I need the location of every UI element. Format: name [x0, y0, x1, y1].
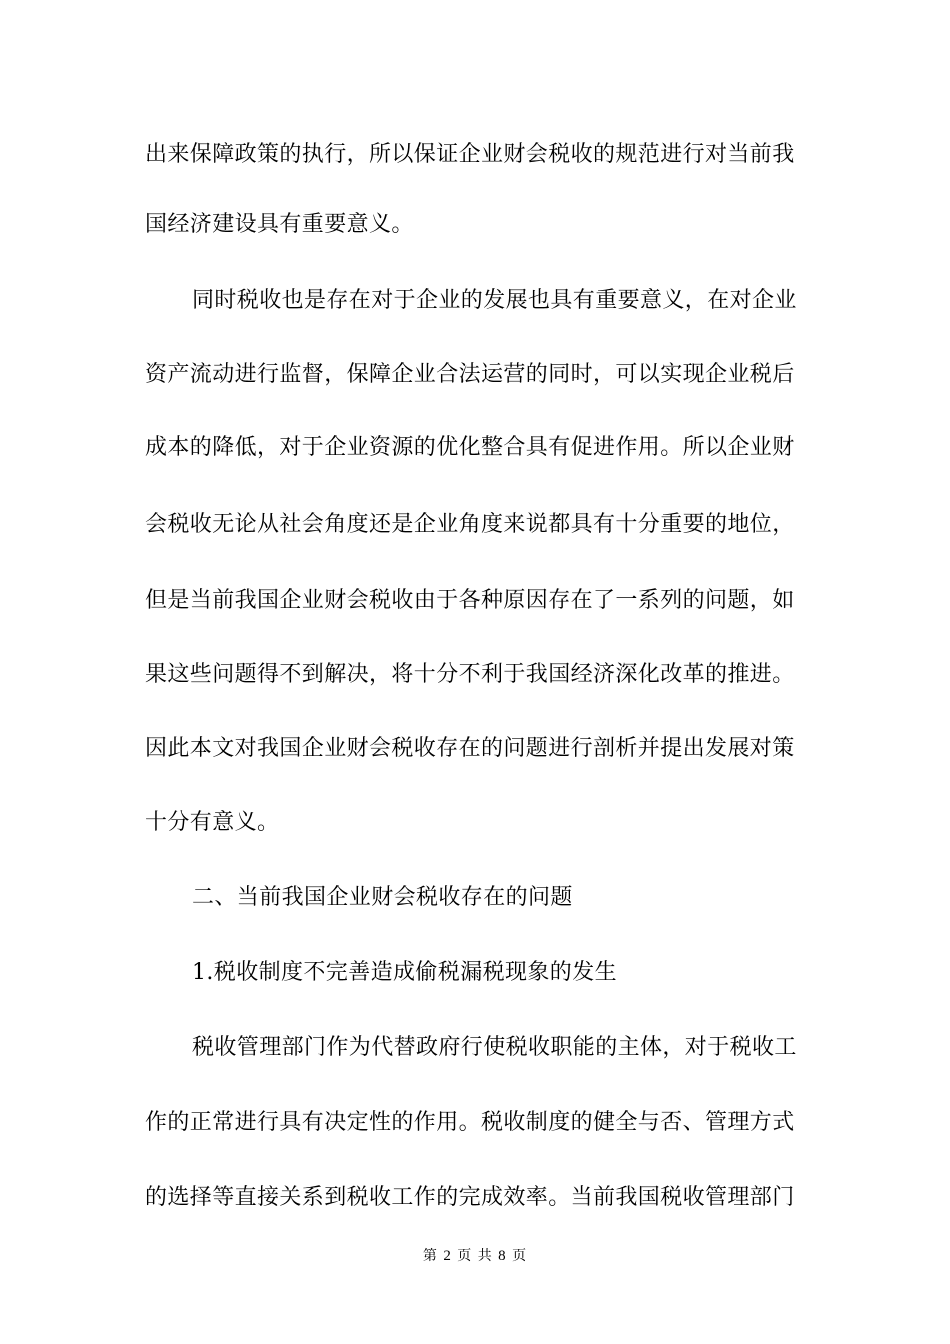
body-line: 作的正常进行具有决定性的作用。税收制度的健全与否、管理方式 [145, 1110, 795, 1135]
footer-middle: 页 共 [457, 1248, 493, 1264]
paragraph-start-line: 税收管理部门作为代替政府行使税收职能的主体，对于税收工 [192, 1035, 797, 1060]
body-line: 十分有意义。 [145, 810, 280, 835]
section-heading: 二、当前我国企业财会税收存在的问题 [192, 885, 573, 910]
subsection-heading: 1.税收制度不完善造成偷税漏税现象的发生 [192, 960, 617, 985]
body-line: 的选择等直接关系到税收工作的完成效率。当前我国税收管理部门 [145, 1185, 795, 1210]
body-line: 因此本文对我国企业财会税收存在的问题进行剖析并提出发展对策 [145, 736, 795, 761]
footer-prefix: 第 [422, 1248, 438, 1264]
page-footer [0, 1246, 950, 1266]
body-line: 成本的降低，对于企业资源的优化整合具有促进作用。所以企业财 [145, 435, 795, 460]
paragraph-start-line: 同时税收也是存在对于企业的发展也具有重要意义，在对企业 [192, 288, 797, 313]
body-line: 但是当前我国企业财会税收由于各种原因存在了一系列的问题，如 [145, 588, 795, 613]
total-pages-number: 8 [498, 1248, 507, 1264]
body-line: 国经济建设具有重要意义。 [145, 212, 414, 237]
footer-suffix: 页 [512, 1248, 528, 1264]
current-page-number: 2 [443, 1248, 452, 1264]
body-line: 出来保障政策的执行，所以保证企业财会税收的规范进行对当前我 [145, 142, 795, 167]
body-line: 果这些问题得不到解决，将十分不利于我国经济深化改革的推进。 [145, 662, 795, 687]
body-line: 资产流动进行监督，保障企业合法运营的同时，可以实现企业税后 [145, 362, 795, 387]
body-line: 会税收无论从社会角度还是企业角度来说都具有十分重要的地位， [145, 512, 795, 537]
